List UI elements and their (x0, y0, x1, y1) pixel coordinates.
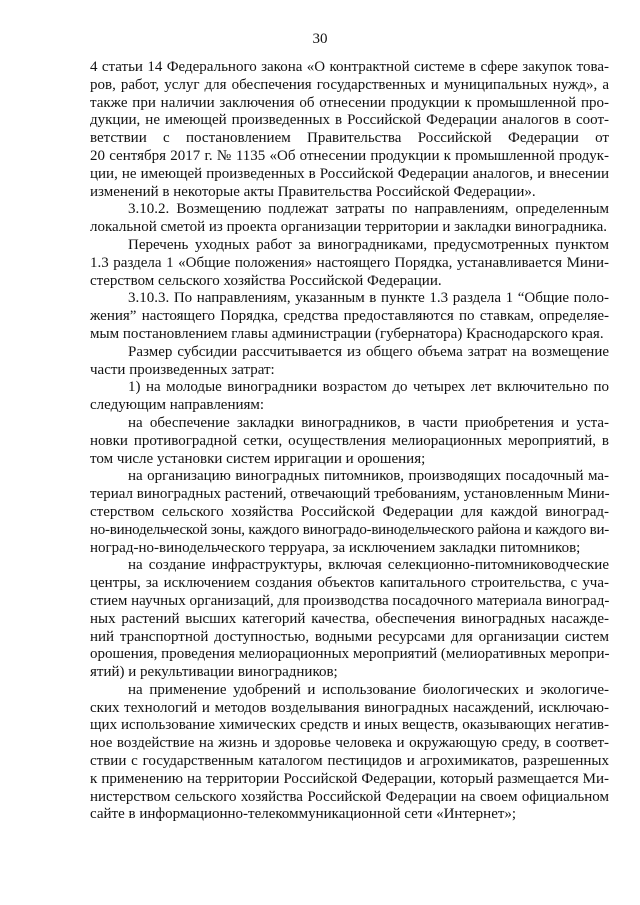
text-line: орошения, проведения мелиорационных мероприятий (мелиоративных меропри- (90, 646, 610, 663)
text-line: ний транспортной доступностью, водными ресурсами для организации систем (90, 628, 609, 645)
text-line: 3.10.3. По направлениям, указанным в пункте 1.3 раздела 1 “Общие поло- (128, 290, 609, 307)
text-line: 4 статьи 14 Федерального закона «О контрактной системе в сфере закупок това- (90, 59, 609, 75)
text-line: сайте в информационно-телекоммуникационной сети «Интернет»; (90, 806, 517, 823)
text-line: ятий) и рекультивации виноградников; (90, 664, 338, 681)
text-line: нистерством сельского хозяйства Российской Федерации на своем официальном (90, 788, 609, 805)
text-line: ветствии с постановлением Правительства Российской Федерации от (90, 130, 609, 147)
text-line: ров, работ, услуг для обеспечения государственных и муниципальных нужд», а (90, 76, 609, 93)
text-line: дукции, не имеющей произведенных в Российской Федерации аналогов в соот- (90, 112, 609, 129)
text-line: Размер субсидии рассчитывается из общего объема затрат на возмещение (128, 343, 609, 360)
text-line: ное воздействие на жизнь и здоровье человека и окружающую среду, в соответ- (90, 735, 609, 752)
text-line: ции, не имеющей произведенных в Российской Федерации аналогов, и внесении (90, 165, 609, 182)
text-line: к применению на территории Российской Федерации, который размещается Ми- (90, 770, 609, 787)
text-line: ноград-но-винодельческого терруара, за исключением закладки питомников; (90, 539, 581, 556)
text-line: Перечень уходных работ за виноградниками, предусмотренных пунктом (128, 236, 609, 253)
text-line: ствии с государственным каталогом пестицидов и агрохимикатов, разрешенных (90, 753, 609, 770)
text-line: стерством сельского хозяйства Российской Федерации. (90, 272, 442, 289)
text-line: на организацию виноградных питомников, производящих посадочный ма- (128, 468, 609, 485)
text-line: локальной сметой из проекта организации территории и закладки виноградника. (90, 219, 607, 236)
text-line: ских технологий и методов возделывания виноградных насаждений, исключаю- (90, 699, 609, 716)
text-line: следующим направлениям: (90, 397, 265, 414)
page-number: 30 (312, 31, 328, 47)
text-line: но-винодельческой зоны, каждого виноградо-винодельческого района и каждого ви- (90, 521, 609, 538)
text-line: на создание инфраструктуры, включая селекционно-питомниководческие (128, 557, 609, 574)
text-line: 1.3 раздела 1 «Общие положения» настоящего Порядка, устанавливается Мини- (90, 254, 609, 271)
text-line: стием научных организаций, для производства посадочного материала виноград- (90, 592, 610, 609)
text-line: 20 сентября 2017 г. № 1135 «Об отнесении продукции к промышленной продук- (90, 147, 609, 164)
text-line: мым постановлением главы администрации (губернатора) Краснодарского края. (90, 325, 604, 342)
text-line: также при наличии заключения об отнесении продукции к промышленной про- (90, 94, 609, 111)
text-line: териал виноградных растений, отвечающий требованиям, установленным Мини- (90, 486, 610, 503)
text-line: 3.10.2. Возмещению подлежат затраты по направлениям, определенным (128, 201, 609, 218)
text-line: новки противоградной сетки, осуществления мелиорационных мероприятий, в (90, 432, 609, 449)
text-line: 1) на молодые виноградники возрастом до четырех лет включительно по (128, 379, 609, 396)
text-line: изменений в некоторые акты Правительства Российской Федерации». (90, 183, 536, 200)
text-line: центры, за исключением создания объектов капитального строительства, с уча- (90, 575, 609, 592)
text-line: на обеспечение закладки виноградников, в части приобретения и уста- (128, 414, 609, 431)
text-line: стерством сельского хозяйства Российской Федерации для каждой виноград- (90, 503, 609, 520)
text-line: ных растений высших категорий качества, обеспечения виноградных насажде- (90, 610, 609, 627)
text-line: жения” настоящего Порядка, средства предоставляются по ставкам, определяе- (90, 308, 609, 325)
document-body (90, 59, 609, 824)
text-line: щих использование химических средств и иных веществ, оказывающих негатив- (90, 717, 609, 734)
text-line: части произведенных затрат: (90, 361, 275, 378)
text-line: том числе установки систем ирригации и орошения; (90, 450, 426, 467)
text-line: на применение удобрений и использование биологических и экологиче- (128, 681, 609, 698)
